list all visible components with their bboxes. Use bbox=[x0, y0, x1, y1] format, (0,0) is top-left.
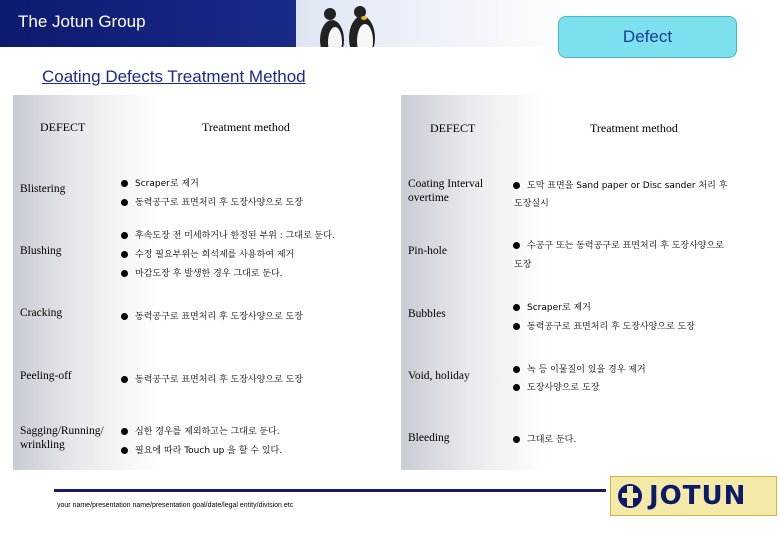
left-table bbox=[13, 95, 379, 470]
left-defect-sagging: Sagging/Running/ wrinkling bbox=[20, 425, 104, 451]
right-treatment-cont: 도장실시 bbox=[514, 199, 549, 209]
left-treatment-item: 필요에 따라 Touch up 을 할 수 있다. bbox=[121, 443, 282, 456]
bullet-icon bbox=[121, 270, 128, 277]
right-treatment-item: 그대로 둔다. bbox=[513, 432, 576, 445]
company-title: The Jotun Group bbox=[18, 12, 146, 31]
right-treatment-item: 도장사양으로 도장 bbox=[513, 380, 599, 393]
bullet-icon bbox=[121, 313, 128, 320]
right-defect-interval: Coating Interval overtime bbox=[408, 178, 484, 204]
right-treatment-item: 수공구 또는 동력공구로 표면처리 후 도장사양으로 bbox=[513, 238, 724, 251]
bullet-icon bbox=[513, 304, 520, 311]
right-treatment-item: 동력공구로 표면처리 후 도장사양으로 도장 bbox=[513, 319, 695, 332]
bullet-icon bbox=[121, 232, 128, 239]
footer-text: your name/presentation name/presentation goal/date/legal entity/division etc bbox=[57, 502, 294, 509]
penguin-image bbox=[300, 0, 450, 47]
left-defect-peeling: Peeling-off bbox=[20, 370, 72, 382]
bullet-icon bbox=[121, 376, 128, 383]
left-treatment-item: 동력공구로 표면처리 후 도장사양으로 도장 bbox=[121, 309, 303, 322]
right-table bbox=[401, 95, 765, 470]
jotun-wordmark: JOTUN bbox=[649, 481, 747, 511]
left-treatment-item: 마감도장 후 발생한 경우 그대로 둔다. bbox=[121, 266, 283, 279]
left-defect-cracking: Cracking bbox=[20, 307, 63, 319]
left-defect-blushing: Blushing bbox=[20, 245, 62, 257]
footer-line bbox=[54, 489, 606, 492]
bullet-icon bbox=[513, 323, 520, 330]
left-treatment-item: 수정 필요부위는 희석제를 사용하여 제거 bbox=[121, 247, 294, 260]
bullet-icon bbox=[513, 384, 520, 391]
bullet-icon bbox=[121, 428, 128, 435]
left-defect-header: DEFECT bbox=[40, 120, 86, 134]
jotun-logo bbox=[610, 476, 777, 516]
left-defect-blistering: Blistering bbox=[20, 183, 66, 195]
left-treatment-item: Scraper로 제거 bbox=[121, 176, 199, 189]
left-treatment-item: 동력공구로 표면처리 후 도장사양으로 도장 bbox=[121, 372, 303, 385]
right-defect-header: DEFECT bbox=[430, 121, 476, 135]
right-defect-bleeding: Bleeding bbox=[408, 432, 450, 444]
right-treatment-item: Scraper로 제거 bbox=[513, 300, 591, 313]
bullet-icon bbox=[513, 436, 520, 443]
page-subtitle: Coating Defects Treatment Method bbox=[42, 67, 306, 86]
header-bar bbox=[0, 0, 296, 47]
bullet-icon bbox=[513, 366, 520, 373]
bullet-icon bbox=[121, 251, 128, 258]
right-treatment-item: 녹 등 이물질이 있을 경우 제거 bbox=[513, 362, 646, 375]
bullet-icon bbox=[121, 447, 128, 454]
left-treatment-item: 동력공구로 표면처리 후 도장사양으로 도장 bbox=[121, 195, 303, 208]
jotun-emblem-icon bbox=[617, 481, 643, 511]
right-treatment-cont: 도장 bbox=[514, 260, 532, 270]
bullet-icon bbox=[121, 199, 128, 206]
right-defect-bubbles: Bubbles bbox=[408, 308, 446, 320]
left-treatment-header: Treatment method bbox=[202, 120, 290, 134]
left-treatment-item: 심한 경우를 제외하고는 그대로 둔다. bbox=[121, 424, 280, 437]
left-treatment-item: 후속도장 전 미세하거나 한정된 부위 : 그대로 둔다. bbox=[121, 228, 335, 241]
defect-section-button[interactable]: Defect bbox=[558, 16, 737, 58]
bullet-icon bbox=[121, 180, 128, 187]
right-treatment-item: 도막 표면을 Sand paper or Disc sander 처리 후 bbox=[513, 178, 727, 191]
right-defect-void: Void, holiday bbox=[408, 370, 470, 382]
bullet-icon bbox=[513, 242, 520, 249]
bullet-icon bbox=[513, 182, 520, 189]
right-treatment-header: Treatment method bbox=[590, 121, 678, 135]
right-defect-pinhole: Pin-hole bbox=[408, 245, 447, 257]
